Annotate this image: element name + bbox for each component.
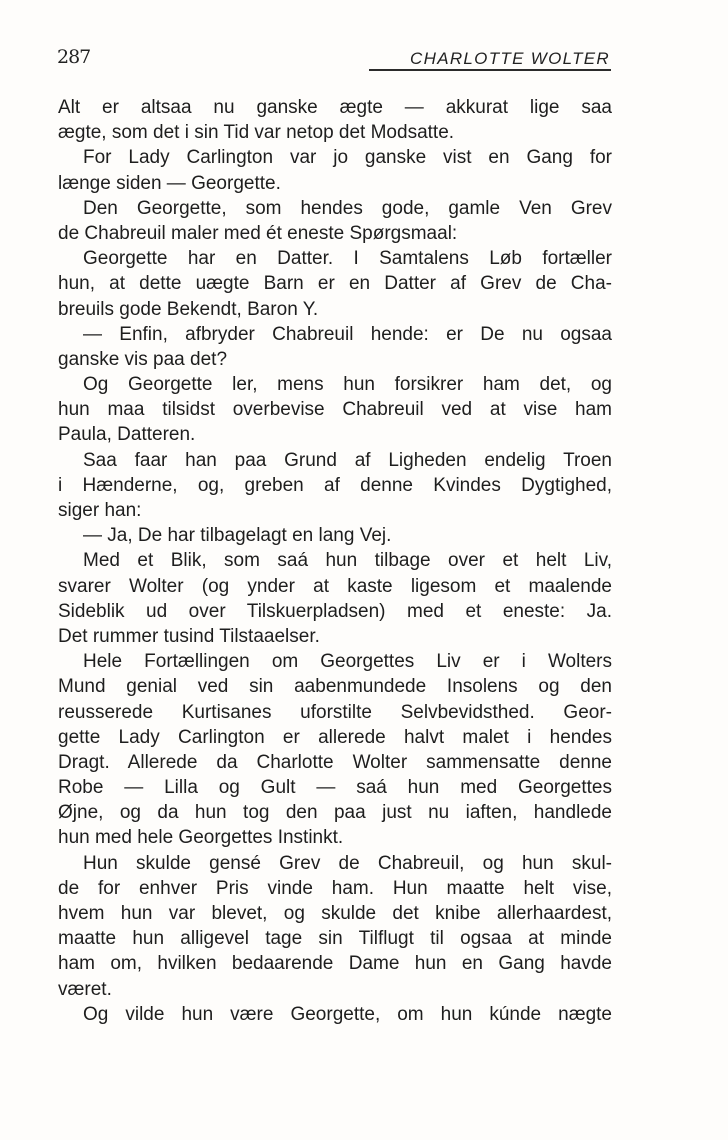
text-line: ganske vis paa det?: [58, 348, 228, 370]
text-line: Med et Blik, som saá hun tilbage over et helt Liv,: [83, 550, 612, 572]
body-text: [58, 95, 612, 1027]
text-line: gette Lady Carlington er allerede halvt malet i hendes: [58, 726, 612, 748]
header-rule: [369, 69, 611, 71]
text-line: Dragt. Allerede da Charlotte Wolter sammensatte denne: [58, 751, 612, 773]
text-line: Sideblik ud over Tilskuerpladsen) med et eneste: Ja.: [58, 600, 612, 622]
text-line: Og vilde hun være Georgette, om hun kúnde nægte: [83, 1003, 612, 1025]
text-line: — Enfin, afbryder Chabreuil hende: er De nu ogsaa: [83, 323, 612, 345]
text-line: breuils gode Bekendt, Baron Y.: [58, 298, 319, 320]
text-line: siger han:: [58, 500, 142, 521]
text-line: Hun skulde gensé Grev de Chabreuil, og hun skul-: [83, 852, 612, 874]
text-line: hun, at dette uægte Barn er en Datter af Grev de Cha-: [58, 273, 612, 295]
text-line: reusserede Kurtisanes uforstilte Selvbevidsthed. Geor-: [58, 701, 612, 723]
text-line: Det rummer tusind Tilstaaelser.: [58, 625, 320, 647]
page-number: 287: [57, 46, 91, 68]
text-line: ægte, som det i sin Tid var netop det Modsatte.: [58, 122, 455, 144]
text-line: — Ja, De har tilbagelagt en lang Vej.: [83, 525, 392, 547]
text-line: Georgette har en Datter. I Samtalens Løb fortæller: [83, 248, 612, 270]
text-line: hun maa tilsidst overbevise Chabreuil ved at vise ham: [58, 399, 612, 421]
text-line: hun med hele Georgettes Instinkt.: [58, 827, 344, 849]
text-line: svarer Wolter (og ynder at kaste ligesom et maalende: [58, 575, 612, 597]
running-head-title: CHARLOTTE WOLTER: [410, 49, 610, 68]
text-line: hvem hun var blevet, og skulde det knibe allerhaardest,: [58, 903, 612, 924]
text-line: i Hænderne, og, greben af denne Kvindes Dygtighed,: [58, 474, 612, 496]
text-line: Og Georgette ler, mens hun forsikrer ham det, og: [83, 374, 612, 396]
text-line: Mund genial ved sin aabenmundede Insolens og den: [58, 676, 612, 698]
text-line: Paula, Datteren.: [58, 424, 196, 446]
text-line: For Lady Carlington var jo ganske vist en Gang for: [83, 147, 612, 169]
text-line: Saa faar han paa Grund af Ligheden endelig Troen: [83, 449, 612, 471]
text-line: de for enhver Pris vinde ham. Hun maatte helt vise,: [58, 877, 612, 899]
text-line: de Chabreuil maler med ét eneste Spørgsmaal:: [58, 222, 458, 244]
text-line: maatte hun alligevel tage sin Tilflugt til ogsaa at minde: [58, 928, 612, 950]
text-line: Alt er altsaa nu ganske ægte — akkurat lige saa: [58, 97, 612, 118]
text-line: Øjne, og da hun tog den paa just nu iaften, handlede: [58, 802, 612, 824]
text-line: ham om, hvilken bedaarende Dame hun en Gang havde: [58, 953, 612, 975]
text-line: Den Georgette, som hendes gode, gamle Ven Grev: [83, 197, 612, 219]
text-line: Hele Fortællingen om Georgettes Liv er i Wolters: [83, 651, 612, 673]
text-line: længe siden — Georgette.: [58, 172, 281, 194]
text-line: været.: [58, 978, 112, 1000]
text-line: Robe — Lilla og Gult — saá hun med Georgettes: [58, 777, 612, 799]
